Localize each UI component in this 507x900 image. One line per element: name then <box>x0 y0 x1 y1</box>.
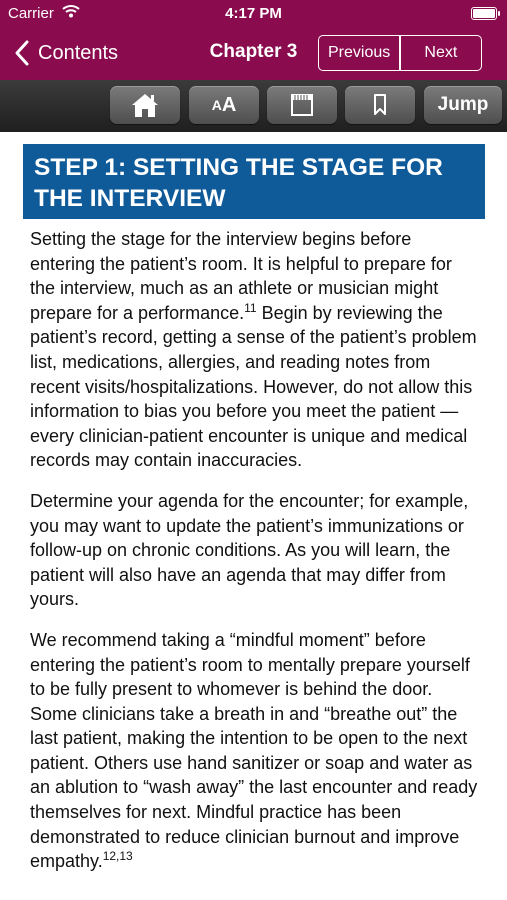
reader-toolbar <box>0 80 507 132</box>
back-button-label: Contents <box>38 41 119 64</box>
bookmark-icon <box>371 92 389 118</box>
section-heading <box>23 144 485 219</box>
home-button[interactable] <box>110 86 180 124</box>
notepad-icon <box>289 92 315 118</box>
paragraph-1 <box>30 227 480 473</box>
paragraph-1-text-b: Begin by reviewing the patient’s record, getting a sense of the patient’s problem list, medications, allergies, and reading notes from recent visits/hospitalizations. However, do not allow this information to bias you before you meet the patient —every clinician-patient encounter is unique and medical records may contain inaccuracies. <box>30 302 477 471</box>
carrier-label: Carrier <box>8 5 54 22</box>
page-title: Chapter 3 <box>209 41 298 62</box>
bookmark-button[interactable] <box>345 86 415 124</box>
citation-11-link[interactable]: 11 <box>244 300 257 315</box>
chapter-content[interactable] <box>0 132 507 900</box>
font-size-button[interactable] <box>189 86 259 124</box>
nav-bar <box>0 28 507 80</box>
section-body <box>30 227 480 890</box>
previous-button[interactable]: Previous <box>328 44 391 61</box>
paragraph-3-text: We recommend taking a “mindful moment” before entering the patient’s room to mentally prepare yourself to be fully present to whomever is behind the door. Some clinicians take a breath in and “breathe out” the last patient, making the intention to be open to the next patient. Others use hand sanitizer or soap and water as an ablution to “wash away” the last encounter and ready themselves for next. Mindful practice has been demonstrated to reduce clinician burnout and improve empathy. <box>30 629 478 872</box>
citation-12-13-link[interactable]: 12,13 <box>102 849 133 864</box>
chevron-left-icon <box>12 38 32 68</box>
battery-icon <box>471 7 497 20</box>
home-icon <box>130 91 160 119</box>
paragraph-2: Determine your agenda for the encounter; for example, you may want to update the patient’s immunizations or follow-up on chronic conditions. As you will learn, the patient will also have an agenda that may differ from yours. <box>30 490 469 610</box>
font-small-glyph: A <box>211 97 222 113</box>
prev-next-segmented-control <box>318 35 482 71</box>
font-big-glyph: A <box>221 93 237 116</box>
paragraph-3 <box>30 628 480 874</box>
heading-line-1: STEP 1: SETTING THE STAGE FOR <box>34 154 443 181</box>
next-button[interactable]: Next <box>424 44 458 61</box>
heading-line-2: THE INTERVIEW <box>34 185 226 212</box>
status-time: 4:17 PM <box>225 5 282 22</box>
jump-button[interactable]: Jump <box>424 86 502 124</box>
notes-button[interactable] <box>267 86 337 124</box>
paragraph-1-text-a: Setting the stage for the interview begins before entering the patient’s room. It is helpful to prepare for the interview, much as an athlete or musician might prepare for a performance. <box>30 229 452 323</box>
back-to-contents-button[interactable] <box>12 38 118 68</box>
status-bar <box>0 0 507 28</box>
